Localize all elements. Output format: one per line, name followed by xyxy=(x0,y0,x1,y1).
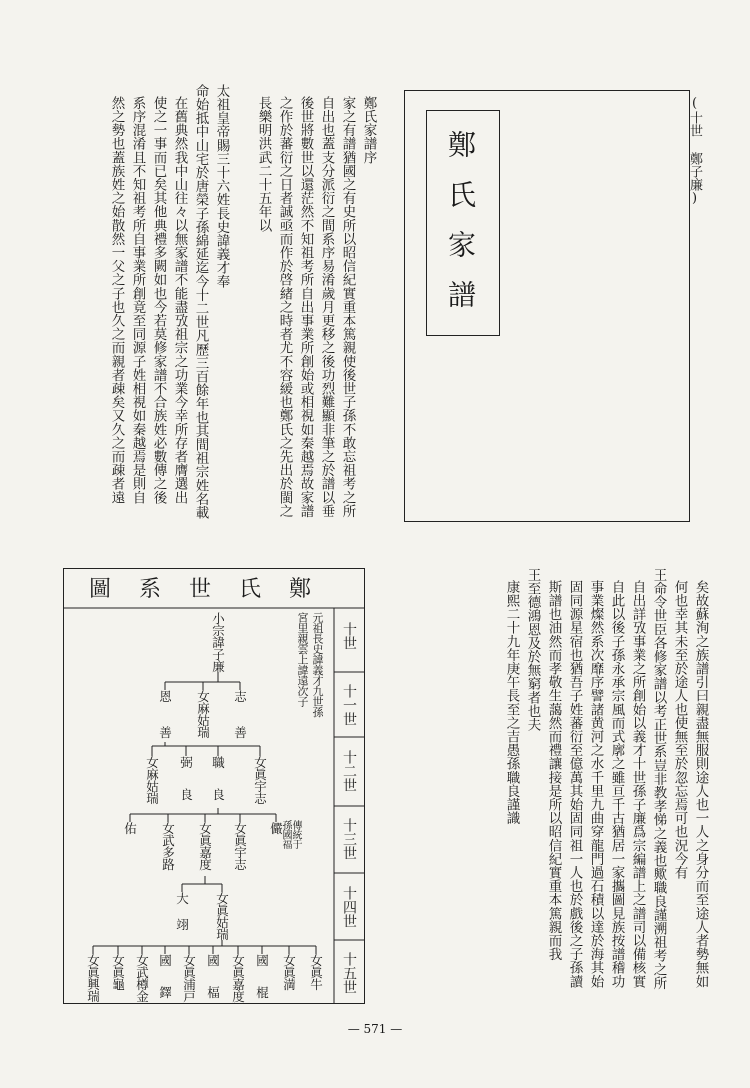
preface-column: 自出也蓋支分派衍之間系序易淆歲月更移之後功烈難顯非筆之於譜以垂 xyxy=(318,96,335,518)
preface-heading: 鄭氏家譜序 xyxy=(360,96,377,164)
generation-label: 十世 xyxy=(341,622,357,650)
chart-node-note: 傳統于 xyxy=(290,820,301,849)
generation-label: 十二世 xyxy=(341,750,357,792)
chart-node: 國 xyxy=(254,954,270,966)
chart-note: 宮里親雲上諱遠次子 xyxy=(296,612,309,707)
chart-node: 女麻姑瑞 xyxy=(144,756,160,804)
generation-label: (十世 鄭子廉) xyxy=(687,96,702,206)
continuation-column: 康熙二十九年庚午長至之吉愚孫職良謹識 xyxy=(503,580,520,825)
chart-node: 女眞龜 xyxy=(110,954,126,990)
chart-node: 棍 xyxy=(254,986,270,998)
chart-node: 大 xyxy=(174,892,190,904)
preface-column: 太祖皇帝賜三十六姓長史諱義才奉 xyxy=(213,84,230,288)
chart-note: 元祖長史諱義才九世孫 xyxy=(311,612,324,717)
generation-label: 十一世 xyxy=(341,684,357,726)
generation-label: 十五世 xyxy=(341,952,357,994)
chart-node: 女眞姑瑞 xyxy=(214,892,230,940)
chart-node: 國 xyxy=(205,954,221,966)
continuation-column: 矣故蘇洵之族譜引曰親盡無服則途人也一人之身分而至途人者勢無如 xyxy=(692,580,709,988)
chart-node: 楅 xyxy=(205,986,221,998)
preface-column: 家之有譜猶國之有史所以昭信紀實重本篤親使後世子孫不敢忘祖考之所 xyxy=(339,96,356,518)
chart-node: 女武多路 xyxy=(160,822,176,870)
continuation-column: 事業燦然系次靡序譬諸黄河之水千里九曲穿龍門過石積以達於海其始 xyxy=(587,580,604,988)
chart-node: 女眞宇志 xyxy=(232,822,248,870)
book-title: 鄭氏家譜 xyxy=(444,130,477,330)
preface-column: 命始抵中山宅於唐榮子孫綿延迄今十二世凡歷三百餘年也其間祖宗姓名載 xyxy=(192,84,209,520)
chart-title-char: 圖 xyxy=(88,577,139,602)
chart-node: 職 xyxy=(210,756,226,768)
continuation-column: 自此以後子孫永承宗風而式廓之雖亘千古猶居一家攜圖見族按譜稽功 xyxy=(608,580,625,988)
continuation-column: 何也幸其未至於途人也使無至於忽忘焉可也況今有 xyxy=(671,580,688,880)
chart-node: 志 xyxy=(232,690,248,702)
chart-node: 佑 xyxy=(122,822,138,834)
chart-title-char: 氏 xyxy=(239,577,290,602)
chart-title-char: 世 xyxy=(188,577,239,602)
generation-label: 十四世 xyxy=(341,886,357,928)
chart-node: 女眞浦戸 xyxy=(181,954,197,1002)
generation-label: 十三世 xyxy=(341,818,357,860)
continuation-column: 固同源星宿也猶吾子姓蕃衍至億萬其始固同祖一人也於戲後之子孫讀 xyxy=(566,580,583,988)
chart-node: 鐸 xyxy=(157,986,173,998)
chart-node: 恩 xyxy=(157,690,173,702)
continuation-column: 王命令世臣各修家譜以考正世系豈非教孝悌之義也歟職良謹溯祖考之所 xyxy=(650,568,667,990)
chart-node: 良 xyxy=(210,788,226,800)
chart-node: 善 xyxy=(232,726,248,738)
chart-node-note: 孫國福 xyxy=(280,820,291,849)
chart-node: 良 xyxy=(178,788,194,800)
preface-column: 之作於蕃衍之日者誠亟而作於啓緒之時者尤不容緩也鄭氏之先出於閩之 xyxy=(276,96,293,518)
preface-column: 在舊典然我中山往々以無家譜不能盡攷祖宗之功業今幸所存者膺選出 xyxy=(171,96,188,504)
chart-node: 女眞嘉度 xyxy=(197,822,213,870)
chart-node: 女眞牛 xyxy=(308,954,324,990)
continuation-column: 斯譜也油然而孝敬生藹然而禮讓接是所以昭信紀實重本篤親而我 xyxy=(545,580,562,961)
chart-node: 女眞宇志 xyxy=(252,756,268,804)
preface-column: 後世將數世以還茫然不知祖考所自出事業所創始或相視如秦越焉故家譜 xyxy=(297,96,314,518)
chart-node: 女武樽金 xyxy=(134,954,150,1002)
continuation-column: 王至德鴻恩及於無窮者也夫 xyxy=(524,568,541,732)
chart-node: 善 xyxy=(157,726,173,738)
chart-node: 女麻姑瑞 xyxy=(195,690,211,738)
page-number: — 571 — xyxy=(347,1022,403,1036)
chart-node-g10: 小宗諱子廉 xyxy=(210,612,226,672)
chart-node: 女眞満 xyxy=(281,954,297,990)
chart-node: 弼 xyxy=(178,756,194,768)
preface-column: 長樂明洪武二十五年以 xyxy=(255,96,272,232)
chart-node: 女眞興瑞 xyxy=(85,954,101,1002)
preface-column: 使之一事而已矣其他典禮多闕如也今若莫修家譜不合族姓必數傳之後 xyxy=(150,96,167,504)
chart-node: 儼 xyxy=(268,822,284,834)
preface-column: 然之勢也蓋族姓之始散然一父之子也久之而親者疎矣又久之而疎者遠 xyxy=(108,96,125,504)
chart-node: 女眞嘉度 xyxy=(230,954,246,1002)
continuation-column: 自出詳攷事業之所創始以義才十世孫子廉爲宗編譜上之譜司以備核實 xyxy=(629,580,646,988)
chart-node: 翊 xyxy=(174,918,190,930)
chart-title-char: 鄭 xyxy=(289,577,340,602)
preface-column: 系序混淆且不知祖考所自事業所創竟至同源子姓相視如秦越焉是則自 xyxy=(129,96,146,504)
chart-node: 國 xyxy=(157,954,173,966)
chart-title-char: 系 xyxy=(138,577,189,602)
